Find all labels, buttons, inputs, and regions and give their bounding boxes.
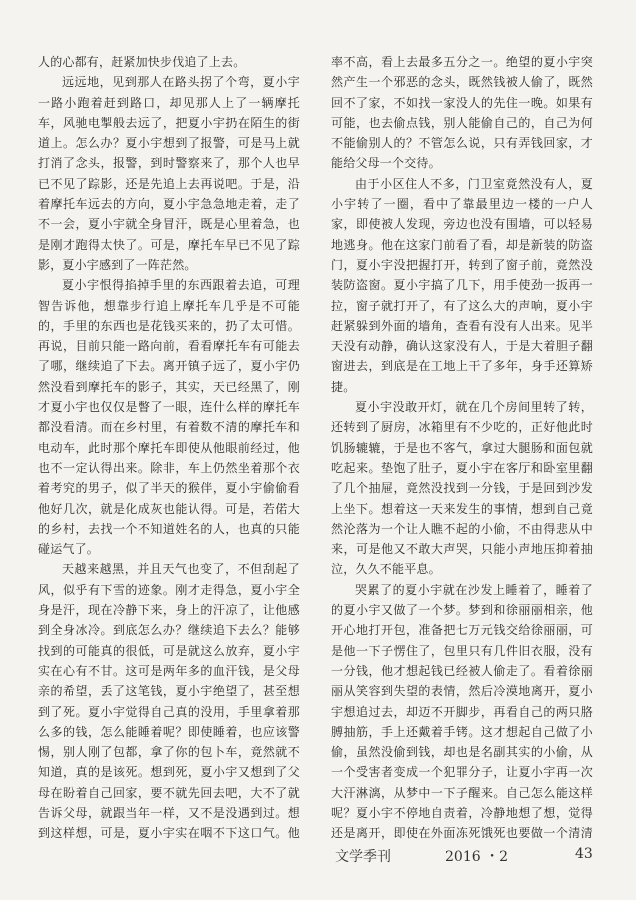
right-text-column bbox=[331, 52, 593, 842]
paragraph: 由于小区住人不多，门卫室竟然没有人，夏小宇转了一圈，看中了靠最里边一楼的一户人家，即使被人发现，旁边也没有围墙，可以轻易地逃身。他在这家门前看了看，却是新装的防盗门，夏小宇没把握打开，转到了窗子前，竟然没装防盗窗。夏小宇搞了几下，用手使劲一扳再一拉，窗子就打开了，有了这么大的声响，夏小宇赶紧躲到外面的墙角，查看有没有人出来。见半天没有动静，确认这家没有人，于是大着胆子翻窗进去，到底是在工地上干了多年，身手还算矫捷。 bbox=[331, 176, 593, 394]
page-number: 43 bbox=[575, 846, 593, 862]
paragraph: 天越来越黑，并且天气也变了，不但刮起了风，似乎有下雪的迹象。刚才走得急，夏小宇全身是汗，现在冷静下来，身上的汗凉了，让他感到全身冰冷。到底怎么办？继续追下去么？能够找到的可能真的很低，可是就这么放弃，夏小宇实在心有不甘。这可是两年多的血汗钱，是父母亲的希望，丢了这笔钱，夏小宇绝望了，甚至想到了死。夏小宇觉得自己真的没用，手里拿着那么多的钱，怎么能睡着呢？即使睡着，也应该警惕，别人刚了包都，拿了你的包卜车，竟然就不知道，真的是该死。想到死，夏小宇又想到了父母在盼着自己回家，要不就先回去吧，大不了就告诉父母，就跟当年一样，又不是没遇到过。想到这样想，可是，夏小宇实在咽不下这口气。他 bbox=[38, 562, 300, 841]
paragraph: 远远地，见到那人在路头拐了个弯，夏小宇一路小跑着赶到路口，却见那人上了一辆摩托车，风驰电掣般去远了，把夏小宇扔在陌生的街道上。怎么办？夏小宇想到了报警，可是马上就打消了念头，报警，到时警察来了，那个人也早已不见了踪影，还是先追上去再说吧。于是，沿着摩托车远去的方向，夏小宇急急地走着，走了不一会，夏小宇就全身冒汗，既是心里着急，也是刚才跑得太快了。可是，摩托车早已不见了踪影，夏小宇感到了一阵茫然。 bbox=[38, 75, 300, 272]
paragraph: 夏小宇没敢开灯，就在几个房间里转了转，还转到了厨房，冰箱里有不少吃的，正好他此时饥肠辘辘，于是也不客气，拿过大腿肠和面包就吃起来。垫饱了肚子，夏小宇在客厅和卧室里翻了几个抽屉，竟然没找到一分钱，于是回到沙发上坐下。想着这一天来发生的事情，想到自己竟然沦落为一个让人瞧不起的小偷，不由得悲从中来，可是他又不敢大声哭，只能小声地压抑着抽泣，久久不能平息。 bbox=[331, 400, 593, 577]
paragraph: 夏小宇恨得掐掉手里的东西跟着去追，可理智告诉他，想靠步行追上摩托车几乎是不可能的，手里的东西也是花钱买来的，扔了太可惜。再说，目前只能一路向前，看看摩托车有可能去了哪，继续追了下去。离开镇子远了，夏小宇仍然没看到摩托车的影子，其实，天已经黑了，刚才夏小宇也仅仅是瞥了一眼，连什么样的摩托车都没看清。而在乡村里，有着数不清的摩托车和电动车，此时那个摩托车即使从他眼前经过，他也不一定认得出来。除非，车上仍然坐着那个衣着考究的男子，似了半天的猴伴，夏小宇偷偷看他好几次，就是化成灰也能认得。可是，若偌大的乡村，去找一个不知道姓名的人，也真的只能碰运气了。 bbox=[38, 278, 300, 557]
issue-number: 2016 ・2 bbox=[445, 849, 508, 865]
journal-name: 文学季刊 bbox=[335, 849, 391, 865]
paragraph: 哭累了的夏小宇就在沙发上睡着了，睡着了的夏小宇又做了一个梦。梦到和徐丽丽相亲，他开心地打开包，准备把七万元钱交给徐丽丽，可是他一下子愣住了，包里只有几件旧衣服，没有一分钱，他才想起钱已经被人偷走了。看着徐丽丽从笑容到失望的表情，然后冷漠地离开，夏小宇想追过去，却迈不开脚步，再看自己的两只胳膊抽筋，手上还戴着手铐。这才想起自己做了小偷，虽然没偷到钱，却也是名副其实的小偷，从一个受害者变成一个犯罪分子，让夏小宇再一次大汗淋漓，从梦中一下子醒来。自己怎么能这样呢？夏小宇不停地自责着，冷静地想了想，觉得还是离开，即使在外面冻死饿死也要做一个清清 bbox=[331, 582, 593, 841]
paragraph: 人的心都有，赶紧加快步伐追了上去。 bbox=[38, 55, 246, 69]
paragraph: 率不高，看上去最多五分之一。绝望的夏小宇突然产生一个邪恶的念头，既然钱被人偷了，既然回不了家，不如找一家没人的先住一晚。如果有可能，也去偷点钱，别人能偷自己的，自己为何不能偷别人的？不管怎么说，只有弄钱回家，才能给父母一个交待。 bbox=[331, 55, 593, 171]
page-footer bbox=[335, 846, 605, 868]
left-text-column bbox=[38, 52, 300, 842]
